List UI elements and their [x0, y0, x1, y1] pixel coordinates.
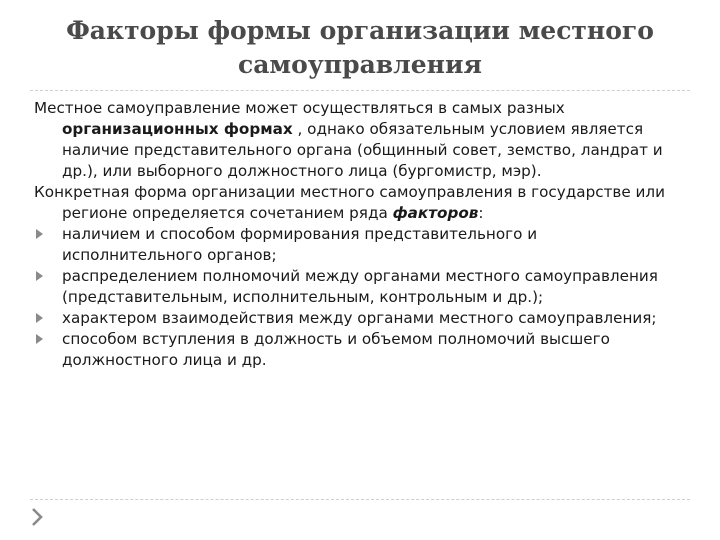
paragraph-forms-text-start: Местное самоуправление может осуществляться в самых разных: [34, 99, 565, 117]
paragraph-factors: [34, 182, 674, 224]
footer-divider: [30, 499, 690, 500]
slide-body: [34, 98, 674, 371]
paragraph-factors-emphasis: факторов: [392, 204, 479, 222]
list-item-text: способом вступления в должность и объемом полномочий высшего должностного лица и др.: [62, 330, 610, 369]
paragraph-factors-text-start: Конкретная форма организации местного самоуправления в государстве или регионе определяется сочетанием ряда: [34, 183, 665, 222]
triangle-right-icon: [36, 229, 43, 239]
slide-title: Факторы формы организации местного самоуправления: [66, 16, 654, 79]
paragraph-forms-text-end: , однако обязательным условием является наличие представительного органа (общинный совет, земство, ландрат и др.), или выборного должностного лица (бургомистр, мэр).: [62, 120, 663, 180]
triangle-right-icon: [36, 334, 43, 344]
list-item-text: наличием и способом формирования представительного и исполнительного органов;: [62, 225, 538, 264]
paragraph-factors-text-end: :: [478, 204, 484, 222]
list-item: [34, 224, 674, 266]
list-item: [34, 308, 674, 329]
chevron-right-icon[interactable]: [26, 506, 48, 528]
triangle-right-icon: [36, 271, 43, 281]
paragraph-forms-emphasis: организационных формах: [62, 120, 293, 138]
list-item-text: характером взаимодействия между органами местного самоуправления;: [62, 309, 657, 327]
title-divider: [30, 90, 690, 91]
triangle-right-icon: [36, 313, 43, 323]
list-item: [34, 266, 674, 308]
paragraph-forms: [34, 98, 674, 182]
list-item: [34, 329, 674, 371]
factors-list: [34, 224, 674, 371]
list-item-text: распределением полномочий между органами местного самоуправления (представительным, исполнительным, контрольным и др.);: [62, 267, 658, 306]
